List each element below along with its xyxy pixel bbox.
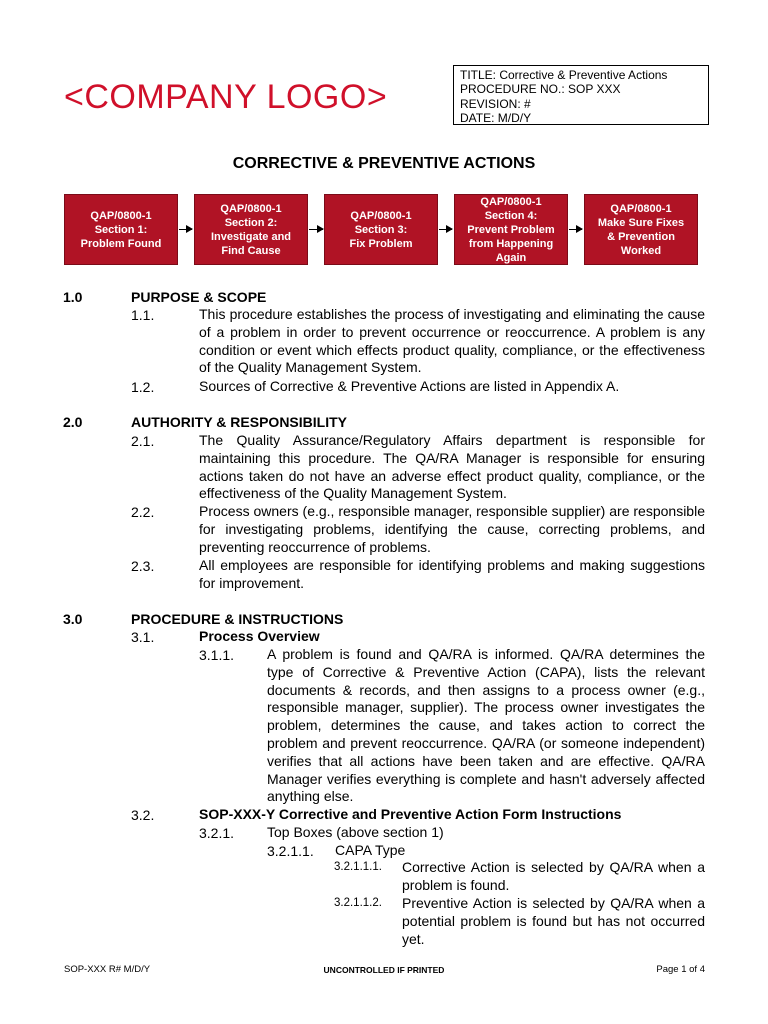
item-2-1-number: 2.1. [131, 433, 155, 449]
flow-step-4-line-1: QAP/0800-1 [480, 195, 542, 208]
flow-step-5-line-4: Worked [620, 244, 662, 257]
item-2-2-text: Process owners (e.g., responsible manager, responsible supplier) are responsible for investigating problems, identifying the cause, correcting problems, and preventing reoccurrence of problems. [199, 503, 705, 555]
flow-step-1 [64, 194, 178, 265]
item-3-2-heading: SOP-XXX-Y Corrective and Preventive Action Form Instructions [199, 806, 622, 822]
flow-step-2-line-4: Find Cause [221, 244, 281, 257]
item-3-2-1-1-1-number: 3.2.1.1.1. [334, 861, 382, 873]
flow-arrow-3 [439, 229, 452, 230]
footer-page-number: Page 1 of 4 [656, 964, 705, 975]
flow-step-5 [584, 194, 698, 265]
flow-step-4-line-4: from Happening [468, 237, 554, 250]
item-3-1-1-number: 3.1.1. [199, 647, 235, 663]
item-3-1-number: 3.1. [131, 629, 155, 645]
item-3-2-1-1-2-text: Preventive Action is selected by QA/RA when a potential problem is found but has not occurred yet. [402, 895, 705, 947]
title-line: TITLE: Corrective & Preventive Actions [460, 68, 668, 82]
item-2-3-number: 2.3. [131, 558, 155, 574]
flow-step-2-line-2: Section 2: [224, 216, 278, 229]
section-3-heading: PROCEDURE & INSTRUCTIONS [131, 611, 344, 627]
flow-arrow-1 [179, 229, 192, 230]
section-2-heading: AUTHORITY & RESPONSIBILITY [131, 414, 347, 430]
flow-step-3-line-2: Section 3: [354, 223, 408, 236]
item-3-2-1-1-number: 3.2.1.1. [267, 843, 314, 859]
flow-step-2-line-3: Investigate and [210, 230, 292, 243]
item-3-1-heading: Process Overview [199, 628, 320, 644]
flow-arrow-4 [569, 229, 582, 230]
page-title: CORRECTIVE & PREVENTIVE ACTIONS [232, 155, 536, 172]
date-line: DATE: M/D/Y [460, 110, 532, 125]
item-2-3-text: All employees are responsible for identifying problems and making suggestions for improvement. [199, 557, 705, 591]
item-1-1-number: 1.1. [131, 307, 155, 323]
section-1-heading: PURPOSE & SCOPE [131, 289, 267, 305]
item-3-2-number: 3.2. [131, 807, 155, 823]
flow-step-4-line-2: Section 4: [484, 209, 538, 222]
flow-step-5-line-2: Make Sure Fixes [597, 216, 685, 229]
item-3-1-1-text: A problem is found and QA/RA is informed. QA/RA determines the type of Corrective & Preventive Action (CAPA), lists the relevant documents & records, and then assigns to a process owner (e.g., responsible manager, supplier). The process owner investigates the problem, determines the cause, and takes action to correct the problem and prevent reoccurrence. QA/RA (or someone independent) verifies that all actions have been taken and are effective. QA/RA Manager verifies everything is complete and hasn't adversely affected anything else. [267, 646, 705, 805]
flow-step-4-line-5: Again [495, 251, 527, 264]
flow-step-4-line-3: Prevent Problem [467, 223, 555, 236]
revision-line: REVISION: # [460, 96, 531, 111]
item-3-2-1-1-2-number: 3.2.1.1.2. [334, 897, 382, 909]
flow-step-1-line-2: Section 1: [94, 223, 148, 236]
item-3-2-1-1-1-text: Corrective Action is selected by QA/RA when a problem is found. [402, 859, 705, 893]
flow-step-1-line-3: Problem Found [80, 237, 162, 250]
section-2-number: 2.0 [63, 414, 83, 430]
item-3-2-1-text: Top Boxes (above section 1) [267, 824, 444, 840]
flow-step-1-line-1: QAP/0800-1 [90, 209, 152, 222]
item-1-1-text: This procedure establishes the process of investigating and eliminating the cause of a problem in order to prevent occurrence or reoccurrence. A problem is any condition or event which effects product quality, compliance, or the effectiveness of the Quality Management System. [199, 306, 705, 376]
flow-step-3-line-3: Fix Problem [349, 237, 413, 250]
item-3-2-1-number: 3.2.1. [199, 825, 235, 841]
footer-uncontrolled-notice: UNCONTROLLED IF PRINTED [323, 965, 445, 975]
item-1-2-text: Sources of Corrective & Preventive Actions are listed in Appendix A. [199, 378, 620, 394]
item-2-2-number: 2.2. [131, 504, 155, 520]
flow-step-2 [194, 194, 308, 265]
footer-revision: SOP-XXX R# M/D/Y [64, 964, 151, 975]
item-3-2-1-1-text: CAPA Type [335, 842, 406, 858]
item-2-1-text: The Quality Assurance/Regulatory Affairs department is responsible for maintaining this procedure. The QA/RA Manager is responsible for ensuring actions taken do not have an adverse effect product quality, compliance, or the effectiveness of the Quality Management System. [199, 432, 705, 502]
item-1-2-number: 1.2. [131, 379, 155, 395]
flow-step-3-line-1: QAP/0800-1 [350, 209, 412, 222]
flow-step-4 [454, 194, 568, 265]
flow-step-3 [324, 194, 438, 265]
document-info-box [453, 65, 709, 125]
procedure-number-line: PROCEDURE NO.: SOP XXX [460, 82, 621, 97]
flow-step-5-line-1: QAP/0800-1 [610, 202, 672, 215]
flow-step-5-line-3: & Prevention [607, 230, 675, 243]
flow-arrow-2 [309, 229, 323, 230]
section-1-number: 1.0 [63, 289, 83, 305]
flow-step-2-line-1: QAP/0800-1 [220, 202, 282, 215]
section-3-number: 3.0 [63, 611, 83, 627]
company-logo: <COMPANY LOGO> [64, 78, 388, 116]
